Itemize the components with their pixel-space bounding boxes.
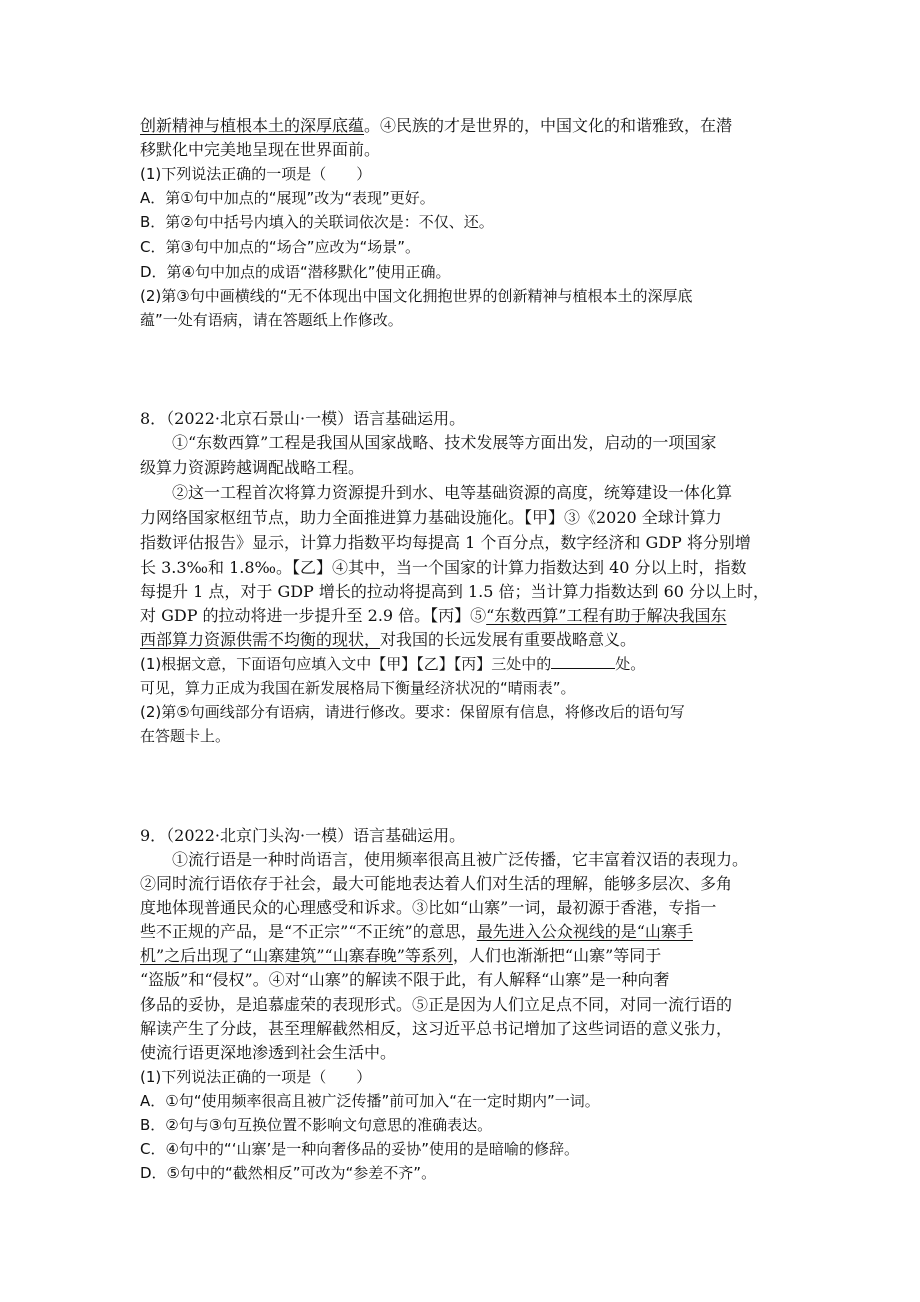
q7-option-c: C．第③句中加点的“场合”应改为“场景”。	[140, 238, 421, 256]
q9-passage-line-1: ①流行语是一种时尚语言，使用频率很高且被广泛传播，它丰富着汉语的表现力。	[172, 850, 749, 869]
q9-passage-line-5: 机”之后出现了“山寨建筑”“山寨春晚”等系列，人们也渐渐把“山寨”等同于	[140, 946, 662, 965]
q8-subquestion-2-line-1: (2)第⑤句画线部分有语病，请进行修改。要求：保留原有信息，将修改后的语句写	[140, 703, 685, 721]
q9-option-b: B．②句与③句互换位置不影响文句意思的准确表达。	[140, 1116, 493, 1134]
q8-para2-line-7: 西部算力资源供需不均衡的现状，对我国的长远发展有重要战略意义。	[140, 630, 637, 649]
q9-heading: 9．（2022·北京门头沟·一模）语言基础运用。	[140, 826, 466, 845]
q7-continuation-line-2: 移默化中完美地呈现在世界面前。	[140, 140, 381, 159]
q8-underlined-sentence-part-1: “东数西算”工程有助于解决我国东	[486, 606, 727, 625]
q8-subquestion-1: (1)根据文意，下面语句应填入文中【甲】【乙】【丙】三处中的 处。	[140, 655, 646, 673]
q8-para2-line-3: 指数评估报告》显示，计算力指数平均每提高 1 个百分点，数字经济和 GDP 将分别增	[140, 533, 751, 552]
q9-passage-line-4: 些不正规的产品，是“不正宗”“不正统”的意思，最先进入公众视线的是“山寨手	[140, 922, 693, 941]
q9-underlined-phrase-part-1: 最先进入公众视线的是“山寨手	[476, 922, 693, 941]
q7-subquestion-2-line-2: 蕴”一处有语病，请在答题纸上作修改。	[140, 311, 403, 329]
q7-option-a: A．第①句中加点的“展现”改为“表现”更好。	[140, 189, 435, 207]
q9-passage-line-8: 解读产生了分歧，甚至理解截然相反，这习近平总书记增加了这些词语的意义张力，	[140, 1019, 733, 1038]
q7-option-d: D．第④句中加点的成语“潜移默化”使用正确。	[140, 263, 451, 281]
q8-para1-line-2: 级算力资源跨越调配战略工程。	[140, 458, 365, 477]
q8-candidate-sentence: 可见，算力正成为我国在新发展格局下衡量经济状况的“晴雨表”。	[140, 679, 576, 697]
q8-para2-line-6: 对 GDP 的拉动将进一步提升至 2.9 倍。【丙】⑤“东数西算”工程有助于解决我国东	[140, 606, 727, 625]
q9-passage-line-7: 侈品的妥协，是追慕虚荣的表现形式。⑤正是因为人们立足点不同，对同一流行语的	[140, 995, 733, 1014]
q7-subquestion-2-line-1: (2)第③句中画横线的“无不体现出中国文化拥抱世界的创新精神与植根本土的深厚底	[140, 287, 693, 305]
q9-option-c: C．④句中的“‘山寨’是一种向奢侈品的妥协”使用的是暗喻的修辞。	[140, 1140, 580, 1158]
q8-para2-line-1: ②这一工程首次将算力资源提升到水、电等基础资源的高度，统筹建设一体化算	[172, 483, 733, 502]
q9-passage-line-9: 使流行语更深地渗透到社会生活中。	[140, 1043, 397, 1062]
q9-passage-line-3: 度地体现普通民众的心理感受和诉求。③比如“山寨”一词，最初源于香港，专指一	[140, 898, 717, 917]
q7-continuation-line-1: 创新精神与植根本土的深厚底蕴。④民族的才是世界的，中国文化的和谐雅致，在潜	[140, 116, 733, 135]
q9-passage-line-2: ②同时流行语依存于社会，最大可能地表达着人们对生活的理解，能够多层次、多角	[140, 874, 733, 893]
q7-option-b: B．第②句中括号内填入的关联词依次是：不仅、还。	[140, 213, 494, 231]
q9-option-a: A．①句“使用频率很高且被广泛传播”前可加入“在一定时期内”一词。	[140, 1092, 600, 1110]
q7-subquestion-1: (1)下列说法正确的一项是（ ）	[140, 165, 372, 183]
q9-passage-line-6: “盗版”和“侵权”。④对“山寨”的解读不限于此，有人解释“山寨”是一种向奢	[140, 970, 670, 989]
q8-heading: 8．（2022·北京石景山·一模）语言基础运用。	[140, 409, 466, 428]
q8-para1-line-1: ①“东数西算”工程是我国从国家战略、技术发展等方面出发，启动的一项国家	[172, 433, 717, 452]
q8-para2-line-4: 长 3.3‰和 1.8‰。【乙】④其中，当一个国家的计算力指数达到 40 分以上时，指数	[140, 558, 747, 577]
q7-underlined-phrase: 创新精神与植根本土的深厚底蕴	[140, 116, 365, 135]
answer-blank	[551, 654, 615, 669]
q8-para2-line-5: 每提升 1 点，对于 GDP 增长的拉动将提高到 1.5 倍；当计算力指数达到 60 分以上时，	[140, 582, 770, 601]
q8-subquestion-2-line-2: 在答题卡上。	[140, 727, 231, 745]
q9-option-d: D．⑤句中的“截然相反”可改为“参差不齐”。	[140, 1164, 437, 1182]
q8-para2-line-2: 力网络国家枢纽节点，助力全面推进算力基础设施化。【甲】③《2020 全球计算力	[140, 508, 722, 527]
q8-underlined-sentence-part-2: 西部算力资源供需不均衡的现状，	[140, 630, 381, 649]
q9-underlined-phrase-part-2: 机”之后出现了“山寨建筑”“山寨春晚”等系列	[140, 946, 453, 965]
q9-subquestion-1: (1)下列说法正确的一项是（ ）	[140, 1068, 372, 1086]
